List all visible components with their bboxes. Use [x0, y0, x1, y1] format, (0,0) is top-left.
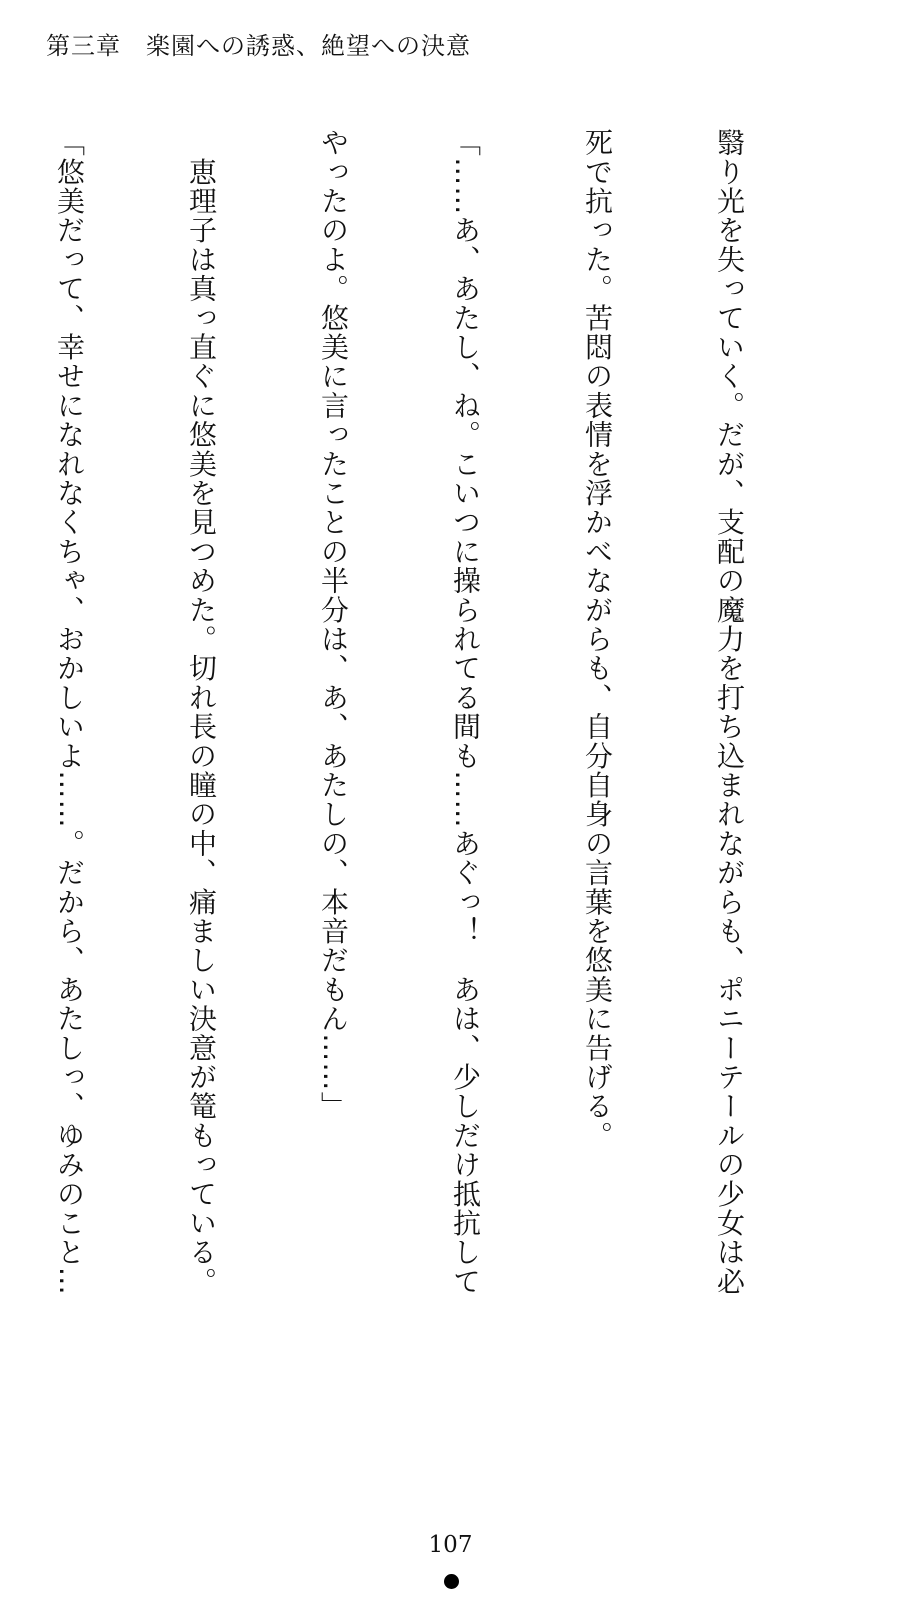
text-line: 翳り光を失っていく。だが、支配の魔力を打ち込まれながらも、ポニーテールの少女は必	[713, 128, 746, 1296]
page-number: 107	[428, 1532, 473, 1558]
text-line: 死で抗った。苦悶の表情を浮かべながらも、自分自身の言葉を悠美に告げる。	[581, 128, 614, 1150]
page-marker-dot	[444, 1574, 459, 1589]
chapter-title: 第三章 楽園への誘惑、絶望への決意	[46, 32, 471, 60]
text-line: 「悠美だって、幸せになれなくちゃ、おかしいよ……。だから、あたしっ、ゆみのこと…	[53, 128, 86, 1296]
text-line: 「……あ、あたし、ね。こいつに操られてる間も……あぐっ！ あは、少しだけ抵抗して	[449, 128, 482, 1296]
text-line: やったのよ。悠美に言ったことの半分は、あ、あたしの、本音だもん……」	[317, 128, 350, 1121]
novel-body-text	[0, 128, 839, 1508]
text-line: 恵理子は真っ直ぐに悠美を見つめた。切れ長の瞳の中、痛ましい決意が篭もっている。	[185, 128, 218, 1296]
